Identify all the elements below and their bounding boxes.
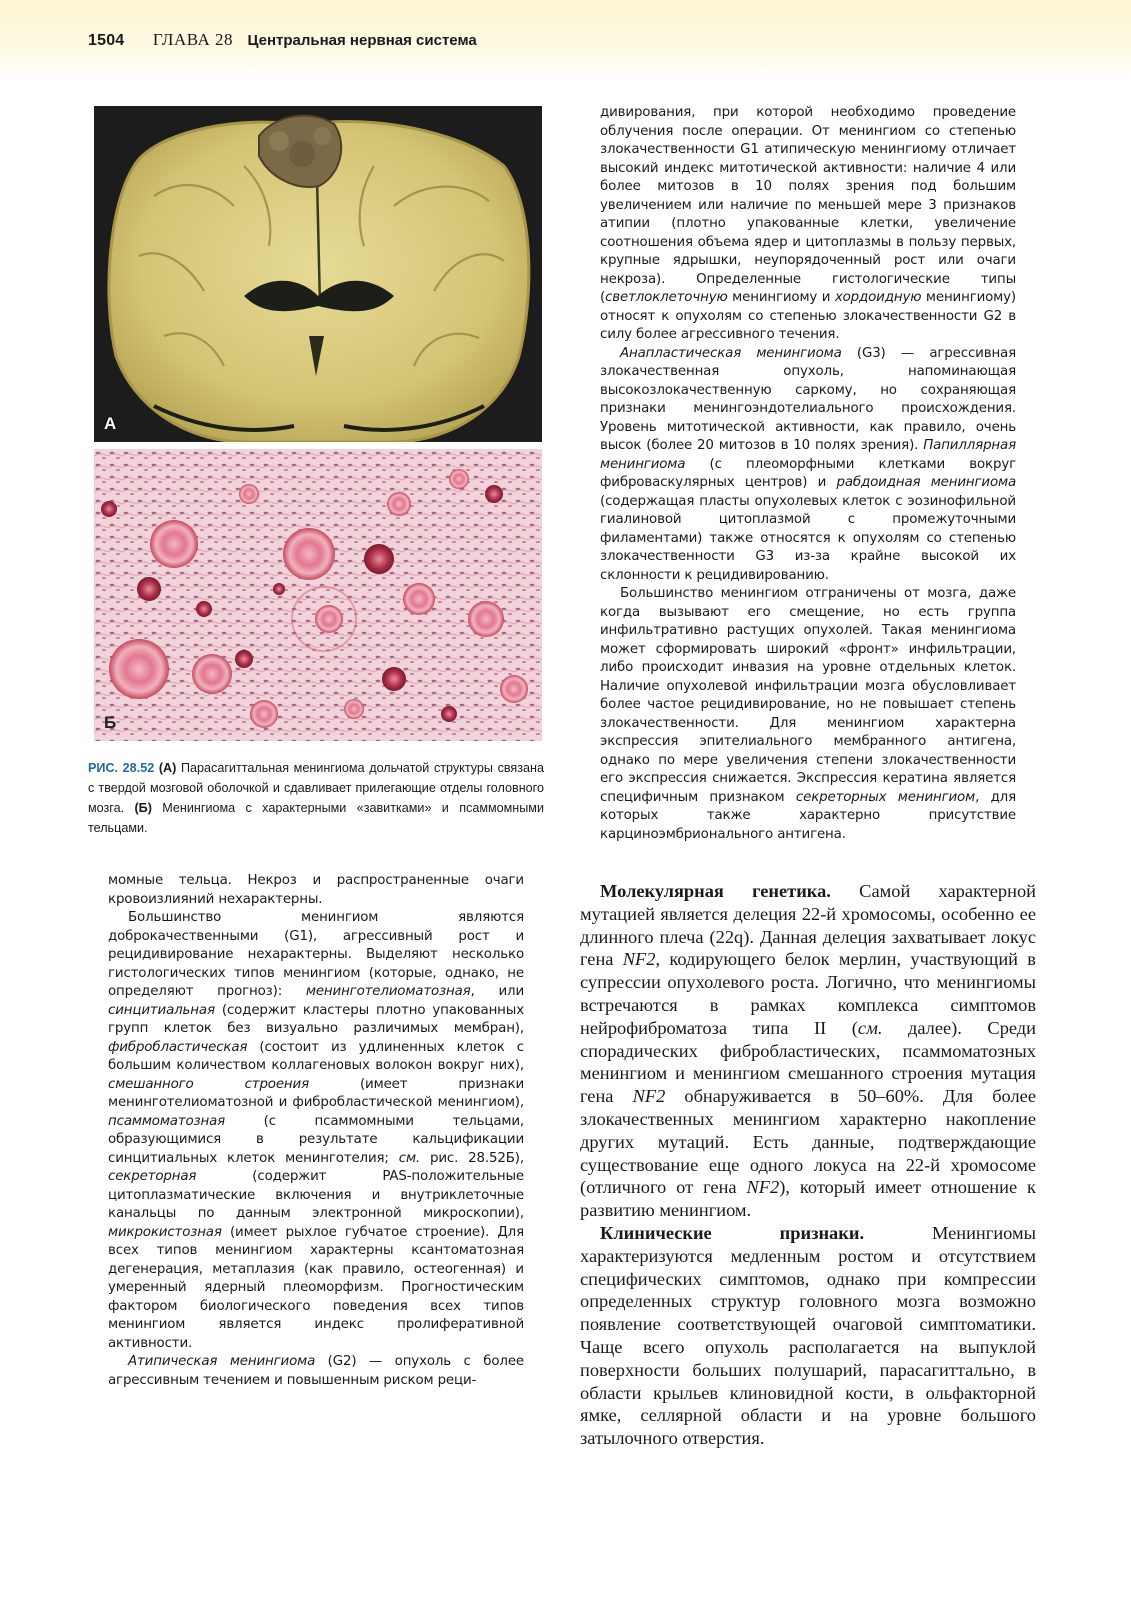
text-run: дивирования, при которой необходимо проведение облучения после операции. От менингиом со степенью злокачественности G1 атипическую менингиому отличает высокий индекс митотической активности: наличие 4 или более митозов в 10 полях зрения под большим увеличением или наличие по меньшей мере 3 признаков атипии (плотно упакованные клетки, увеличение соотношения объема ядер и цитоплазмы в пользу первых, крупные ядрышки, неупорядоченный рост или очаги некроза). Определенные гистологические типы (: [600, 105, 1016, 305]
italic-run: фибробластическая: [108, 1039, 248, 1055]
text-run: Большинство менингиом отграничены от мозга, даже когда вызывают его смещение, но есть группа инфильтративно растущих опухолей. Такая менингиома может сформировать широкий «фронт» инфильтрации, либо происходит инвазия на уровне отдельных клеток. Наличие опухолевой инфильтрации мозга обусловливает более частое рецидивирование, но не повышает степень злокачественности. Для менингиом характерна экспрессия эпителиального мембранного антигена, однако по мере увеличения степени злокачественности его экспрессия снижается. Экспрессия кератина является специфичным признаком: [600, 586, 1016, 805]
text-run: , или: [470, 984, 524, 999]
italic-run: синцитиальная: [108, 1002, 215, 1018]
text-run: далее). Среди спорадических фибробластических, псаммоматозных менингиом и менингиом смешанного строения мутация гена: [580, 1017, 1037, 1107]
left-paragraph-2: [108, 909, 524, 1353]
text-run: , кодирующего белок мерлин, участвующий в супрессии опухолевого роста. Логично, что менингиомы встречаются в рамках комплекса симптомов нейрофиброматоза типа II (: [580, 949, 1036, 1038]
italic-run: NF2: [622, 949, 656, 970]
bold-run: Молекулярная генетика.: [600, 881, 831, 901]
section-title: Центральная нервная система: [247, 32, 477, 49]
figure-caption: [88, 758, 544, 838]
text-run: обнаруживается в 50–60%. Для более злокачественных менингиом характерно накопление других мутаций. Есть данные, подтверждающие существование еще одного локуса на 22-й хромосоме (отличного от гена: [580, 1086, 1036, 1198]
text-run: ), который имеет отношение к развитию менингиом.: [580, 1177, 1036, 1221]
text-run: (G2) — опухоль с более агрессивным течением и повышенным риском реци-: [108, 1354, 525, 1388]
running-header: [88, 30, 477, 50]
italic-run: см.: [857, 1017, 883, 1038]
text-run: (с псаммомными тельцами, образующимися в результате кальцификации синцитиальных клеток менинготелия;: [108, 1113, 524, 1166]
left-column: [108, 872, 524, 1390]
italic-run: псаммоматозная: [108, 1113, 226, 1129]
text-run: (с плеоморфными клетками вокруг фиброваскулярных центров) и: [600, 456, 1016, 490]
text-run: Самой характерной мутацией является делеция 22-й хромосомы, особенно ее длинного плеча (22q). Данная делеция захватывает локус гена: [580, 881, 1036, 970]
caption-a-text: Парасагиттальная менингиома дольчатой структуры связана с твердой мозговой оболочкой и сдавливает прилегающие отделы головного мозга.: [88, 761, 544, 815]
italic-run: светлоклеточную: [605, 290, 728, 305]
italic-run: NF2: [632, 1086, 666, 1107]
clinical-signs-paragraph: [580, 1222, 1036, 1450]
caption-b-tag: (Б): [134, 801, 152, 815]
panel-b-label: Б: [104, 713, 117, 732]
right-paragraph-2: [600, 345, 1016, 586]
text-run: рис. 28.52Б),: [420, 1150, 524, 1166]
text-run: Менингиомы характеризуются медленным ростом и отсутствием специфических симптомов, однако при компрессии определенных структур головного мозга возможно появление соответствующей очаговой симптоматики. Чаще всего опухоль располагается на выпуклой поверхности больших полушарий, парасагиттально, в области крыльев клиновидной кости, в ольфакторной ямке, селлярной области и на уровне большого затылочного отверстия.: [580, 1222, 1036, 1449]
italic-run: см.: [398, 1150, 421, 1166]
text-run: (содержит PAS-положительные цитоплазматические включения и внутриклеточные канальцы по данным электронной микроскопии),: [108, 1169, 524, 1221]
molecular-genetics-paragraph: [580, 880, 1036, 1222]
text-run: менингиому) относят к опухолям со степенью злокачественности G2 в силу более агрессивного течения.: [600, 290, 1016, 342]
italic-run: хордоидную: [834, 290, 922, 305]
italic-run: секреторных менингиом: [795, 789, 976, 805]
figure-panel-b: [94, 449, 542, 741]
text-run: (G3) — агрессивная злокачественная опухоль, напоминающая высокозлокачественную саркому, но сохраняющая признаки менингоэндотелиального происхождения. Уровень митотической активности, как правило, очень высок (более 20 митозов в 10 полях зрения).: [600, 345, 1017, 453]
caption-a-tag: (А): [158, 761, 177, 775]
italic-run: смешанного строения: [108, 1076, 309, 1092]
italic-run: рабдоидная менингиома: [836, 475, 1016, 490]
right-column: [600, 104, 1016, 844]
brain-section-image: [94, 106, 542, 442]
italic-run: NF2: [746, 1177, 780, 1198]
figure-number: РИС. 28.52: [88, 761, 155, 775]
text-run: Большинство менингиом являются доброкачественными (G1), агрессивный рост и рецидивирование нехарактерны. Выделяют несколько гистологических типов менингиом (которые, однако, не определяют прогноз):: [108, 910, 524, 999]
italic-run: Папиллярная менингиома: [600, 438, 1016, 472]
right-paragraph-1: [600, 104, 1016, 345]
italic-run: микрокистозная: [108, 1224, 222, 1240]
chapter-label: ГЛАВА 28: [152, 30, 234, 49]
text-run: (содержит кластеры плотно упакованных групп клеток без визуально различимых мембран),: [108, 1002, 524, 1036]
italic-run: секреторная: [108, 1169, 197, 1184]
italic-run: менинготелиоматозная: [305, 984, 471, 999]
large-text-block: [580, 880, 1036, 1450]
histology-image: [94, 449, 542, 741]
left-paragraph-3: [108, 1353, 524, 1390]
italic-run: Атипическая менингиома: [128, 1354, 316, 1369]
text-run: менингиому и: [727, 290, 835, 305]
caption-b-text: Менингиома с характерными «завитками» и псаммомными тельцами.: [88, 801, 544, 835]
text-run: (имеет рыхлое губчатое строение). Для всех типов менингиом характерны ксантоматозная дегенерация, метаплазия (как правило, остеогенная) и умеренный ядерный плеоморфизм. Прогностическим фактором биологического поведения всех типов менингиом является индекс пролиферативной активности.: [108, 1224, 524, 1351]
right-paragraph-3: [600, 585, 1016, 844]
panel-a-label: А: [104, 414, 117, 433]
left-paragraph-1: момные тельца. Некроз и распространенные очаги кровоизлияний нехарактерны.: [108, 873, 524, 907]
text-run: (состоит из удлиненных клеток с большим количеством коллагеновых волокон вокруг них),: [108, 1039, 524, 1073]
text-run: , для которых также характерно присутствие карциноэмбрионального антигена.: [600, 789, 1016, 842]
page-number: 1504: [88, 32, 125, 49]
italic-run: Анапластическая менингиома: [620, 345, 842, 361]
text-run: (имеет признаки менинготелиоматозной и фибробластической менингиом),: [108, 1076, 525, 1110]
bold-run: Клинические признаки.: [600, 1222, 865, 1243]
figure-panel-a: [94, 106, 542, 442]
text-run: (содержащая пласты опухолевых клеток с эозинофильной гиалиновой цитоплазмой с промежуточными филаментами) также относятся к опухолям со степенью злокачественности G3 из-за крайне высокой их склонности к рецидивированию.: [600, 493, 1016, 583]
